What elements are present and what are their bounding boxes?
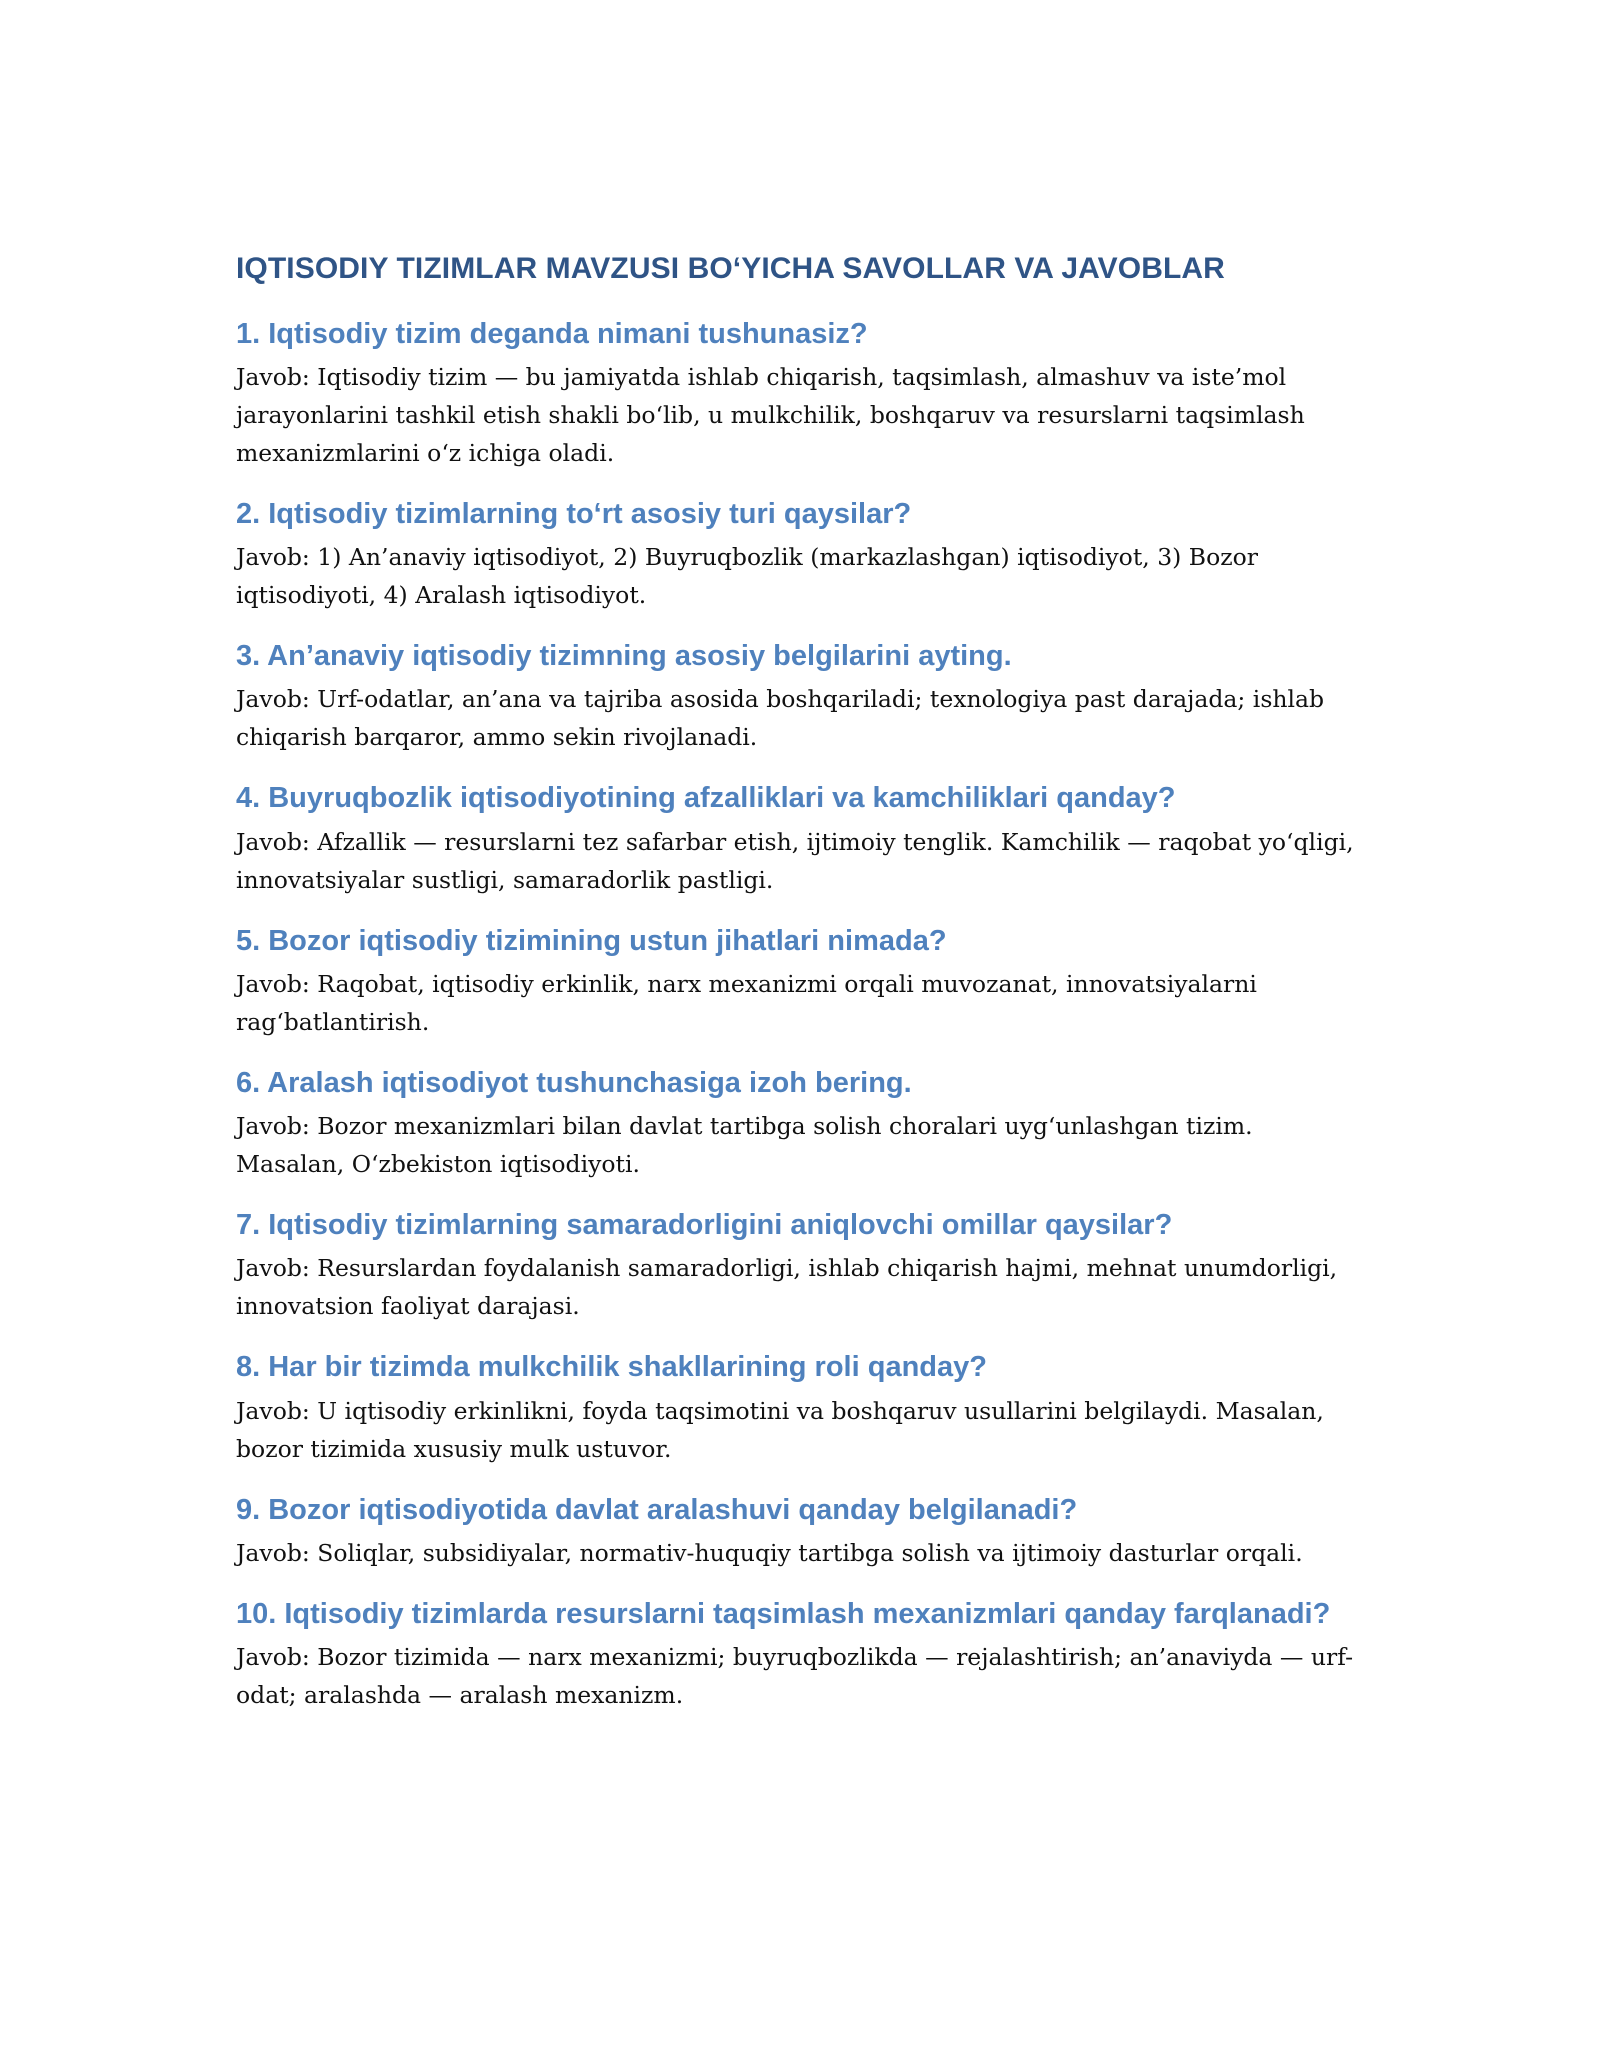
answer-text: Javob: Soliqlar, subsidiyalar, normativ-huquqiy tartibga solish va ijtimoiy dasturlar orqali. [236, 1538, 1303, 1567]
question-heading: 7. Iqtisodiy tizimlarning samaradorligini aniqlovchi omillar qaysilar? [236, 1209, 1173, 1241]
question-heading: 3. An’anaviy iqtisodiy tizimning asosiy belgilarini ayting. [236, 640, 1012, 672]
answer-text: Javob: Bozor mexanizmlari bilan davlat tartibga solish choralari uyg‘unlashgan tizim. Masalan, O‘zbekiston iqtisodiyoti. [236, 1112, 1253, 1178]
qa-item-10 [236, 1596, 1366, 1714]
qa-item-4 [236, 780, 1366, 898]
question-heading: 4. Buyruqbozlik iqtisodiyotining afzalliklari va kamchiliklari qanday? [236, 782, 1176, 815]
qa-item-1 [236, 316, 1366, 472]
question-heading: 2. Iqtisodiy tizimlarning to‘rt asosiy turi qaysilar? [236, 497, 912, 530]
document-page [236, 250, 1366, 1738]
answer-text: Javob: Iqtisodiy tizim — bu jamiyatda ishlab chiqarish, taqsimlash, almashuv va iste’mol jarayonlarini tashkil etish shakli bo‘lib, u mulkchilik, boshqaruv va resurslarni taqsimlash mexanizmlarini o‘z ichiga oladi. [236, 362, 1305, 467]
question-heading: 10. Iqtisodiy tizimlarda resurslarni taqsimlash mexanizmlari qanday farqlanadi? [236, 1597, 1331, 1630]
document-title: IQTISODIY TIZIMLAR MAVZUSI BO‘YICHA SAVOLLAR VA JAVOBLAR [236, 252, 1225, 285]
question-heading: 8. Har bir tizimda mulkchilik shakllarining roli qanday? [236, 1351, 987, 1384]
answer-text: Javob: Raqobat, iqtisodiy erkinlik, narx mexanizmi orqali muvozanat, innovatsiyalarni rag‘batlantirish. [236, 969, 1257, 1036]
qa-item-2 [236, 496, 1366, 614]
answer-text: Javob: Afzallik — resurslarni tez safarbar etish, ijtimoiy tenglik. Kamchilik — raqobat yo‘qligi, innovatsiyalar sustligi, samaradorlik pastligi. [236, 827, 1354, 894]
question-heading: 5. Bozor iqtisodiy tizimining ustun jihatlari nimada? [236, 924, 947, 957]
answer-text: Javob: Resurslardan foydalanish samaradorligi, ishlab chiqarish hajmi, mehnat unumdorligi, innovatsion faoliyat darajasi. [236, 1254, 1338, 1321]
qa-item-8 [236, 1349, 1366, 1467]
qa-item-6 [236, 1065, 1366, 1183]
qa-item-7 [236, 1207, 1366, 1325]
qa-item-5 [236, 923, 1366, 1041]
question-heading: 6. Aralash iqtisodiyot tushunchasiga izoh bering. [236, 1066, 912, 1099]
question-heading: 9. Bozor iqtisodiyotida davlat aralashuvi qanday belgilanadi? [236, 1493, 1078, 1526]
qa-item-9 [236, 1492, 1366, 1572]
qa-item-3 [236, 638, 1366, 756]
question-heading: 1. Iqtisodiy tizim deganda nimani tushunasiz? [236, 317, 868, 350]
answer-text: Javob: Urf-odatlar, an’ana va tajriba asosida boshqariladi; texnologiya past darajada; ishlab chiqarish barqaror, ammo sekin rivojlanadi. [236, 685, 1325, 752]
answer-text: Javob: 1) An’anaviy iqtisodiyot, 2) Buyruqbozlik (markazlashgan) iqtisodiyot, 3) Bozor iqtisodiyoti, 4) Aralash iqtisodiyot. [236, 543, 1258, 609]
answer-text: Javob: U iqtisodiy erkinlikni, foyda taqsimotini va boshqaruv usullarini belgilaydi. Masalan, bozor tizimida xususiy mulk ustuvor. [236, 1396, 1324, 1463]
answer-text: Javob: Bozor tizimida — narx mexanizmi; buyruqbozlikda — rejalashtirish; an’anaviyda — urf-odat; aralashda — aralash mexanizm. [236, 1643, 1354, 1709]
